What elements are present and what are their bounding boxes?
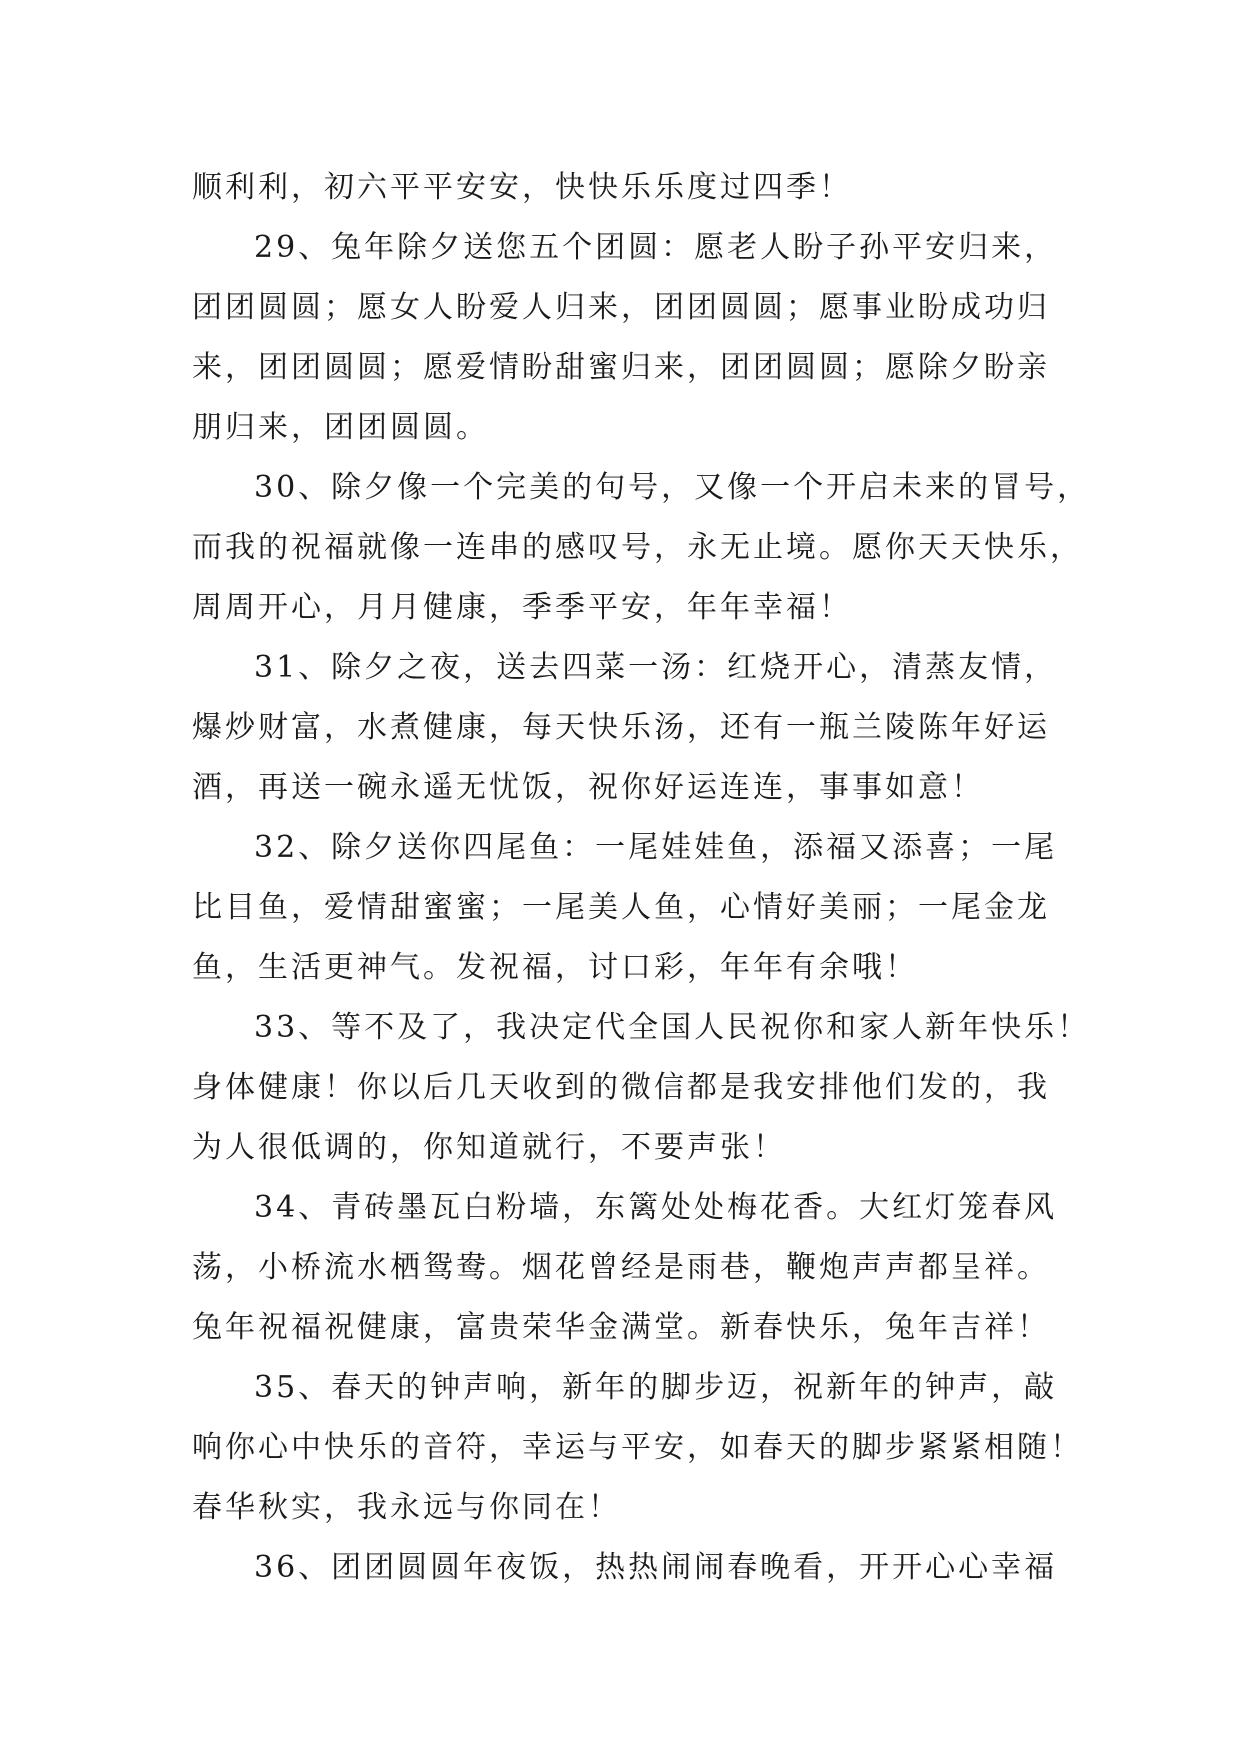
paragraph-34 <box>192 1178 1072 1358</box>
text-line: 响你心中快乐的音符，幸运与平安，如春天的脚步紧紧相随！ <box>192 1430 1083 1465</box>
text-line: 29、兔年除夕送您五个团圆：愿老人盼子孙平安归来， <box>254 230 1058 265</box>
document-text-body <box>192 158 1091 1598</box>
paragraph-30 <box>192 458 1091 638</box>
text-line: 兔年祝福祝健康，富贵荣华金满堂。新春快乐，兔年吉祥！ <box>192 1310 1050 1345</box>
text-line: 荡，小桥流水栖鸳鸯。烟花曾经是雨巷，鞭炮声声都呈祥。 <box>192 1250 1050 1285</box>
paragraph-32 <box>192 818 1072 998</box>
text-line: 36、团团圆圆年夜饭，热热闹闹春晚看，开开心心幸福 <box>254 1550 1058 1585</box>
paragraph-33 <box>192 998 1091 1178</box>
text-line: 鱼，生活更神气。发祝福，讨口彩，年年有余哦！ <box>192 950 918 985</box>
text-line: 31、除夕之夜，送去四菜一汤：红烧开心，清蒸友情， <box>254 650 1058 685</box>
text-line: 32、除夕送你四尾鱼：一尾娃娃鱼，添福又添喜；一尾 <box>254 830 1058 865</box>
text-line: 34、青砖墨瓦白粉墙，东篱处处梅花香。大红灯笼春风 <box>254 1190 1058 1225</box>
paragraph-continuation <box>192 158 1072 218</box>
text-line: 身体健康！你以后几天收到的微信都是我安排他们发的，我 <box>192 1070 1050 1105</box>
paragraph-29 <box>192 218 1072 458</box>
text-line: 而我的祝福就像一连串的感叹号，永无止境。愿你天天快乐， <box>192 530 1083 565</box>
text-line: 30、除夕像一个完美的句号，又像一个开启未来的冒号， <box>254 470 1091 505</box>
text-line: 酒，再送一碗永遥无忧饭，祝你好运连连，事事如意！ <box>192 770 984 805</box>
paragraph-31 <box>192 638 1072 818</box>
text-line: 团团圆圆；愿女人盼爱人归来，团团圆圆；愿事业盼成功归 <box>192 290 1050 325</box>
paragraph-36 <box>192 1538 1072 1598</box>
text-line: 春华秋实，我永远与你同在！ <box>192 1490 621 1525</box>
text-line: 35、春天的钟声响，新年的脚步迈，祝新年的钟声，敲 <box>254 1370 1058 1405</box>
text-line: 为人很低调的，你知道就行，不要声张！ <box>192 1130 786 1165</box>
text-line: 顺利利，初六平平安安，快快乐乐度过四季！ <box>192 170 852 205</box>
text-line: 比目鱼，爱情甜蜜蜜；一尾美人鱼，心情好美丽；一尾金龙 <box>192 890 1050 925</box>
text-line: 周周开心，月月健康，季季平安，年年幸福！ <box>192 590 852 625</box>
text-line: 爆炒财富，水煮健康，每天快乐汤，还有一瓶兰陵陈年好运 <box>192 710 1050 745</box>
text-line: 33、等不及了，我决定代全国人民祝你和家人新年快乐！ <box>254 1010 1091 1045</box>
text-line: 朋归来，团团圆圆。 <box>192 410 489 445</box>
text-line: 来，团团圆圆；愿爱情盼甜蜜归来，团团圆圆；愿除夕盼亲 <box>192 350 1050 385</box>
paragraph-35 <box>192 1358 1083 1538</box>
